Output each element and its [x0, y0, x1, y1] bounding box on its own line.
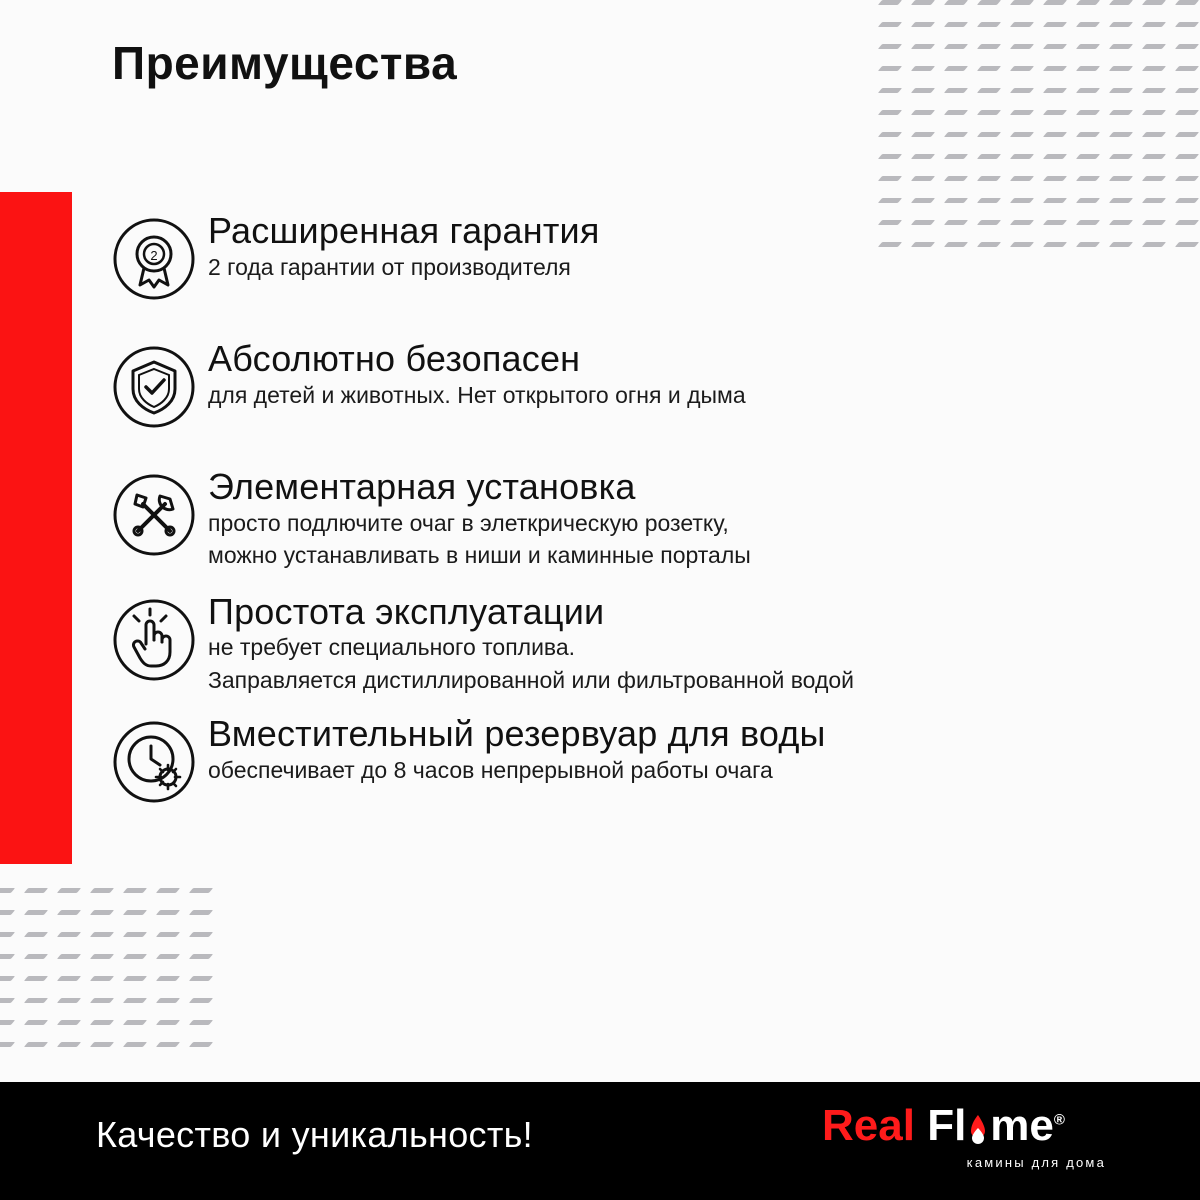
list-item-title: Вместительный резервуар для воды — [208, 713, 826, 755]
list-item-text — [202, 468, 1116, 571]
brand-logo — [822, 1101, 1122, 1170]
flame-drop-icon — [967, 1109, 989, 1139]
hand-touch-icon — [106, 593, 202, 681]
list-item-text — [202, 590, 1116, 696]
list-item-text — [202, 212, 1116, 282]
list-item-title: Простота эксплуатации — [208, 590, 605, 632]
page-title: Преимущества — [112, 37, 458, 89]
logo-text-me: me — [990, 1101, 1054, 1150]
list-item-subtitle-line-2: Заправляется дистиллированной или фильтрованной водой — [208, 666, 855, 693]
list-item-subtitle: обеспечивает до 8 часов непрерывной работы очага — [208, 756, 773, 783]
svg-text:2: 2 — [150, 248, 158, 263]
benefits-list — [106, 212, 1116, 803]
list-item-title: Расширенная гарантия — [208, 210, 600, 251]
list-item — [106, 340, 1116, 428]
logo-wordmark — [822, 1101, 1122, 1150]
logo-text-fl: Fl — [927, 1101, 967, 1150]
list-item-text — [202, 340, 1116, 410]
list-item-subtitle-line-1: не требует специального топлива. — [208, 634, 576, 661]
list-item-text — [202, 715, 1116, 785]
list-item-subtitle: 2 года гарантии от производителя — [208, 253, 571, 280]
footer-bar — [0, 1082, 1200, 1200]
footer-slogan: Качество и уникальность! — [96, 1114, 533, 1155]
shield-check-icon — [106, 340, 202, 428]
list-item — [106, 715, 1116, 803]
list-item-subtitle-line-1: просто подлючите очаг в элеткрическую розетку, — [208, 509, 729, 536]
list-item — [106, 468, 1116, 571]
list-item-title: Абсолютно безопасен — [208, 338, 581, 379]
red-accent-bar — [0, 192, 72, 864]
award-medal-icon — [106, 212, 202, 300]
logo-text-real: Real — [822, 1101, 915, 1150]
list-item — [106, 212, 1116, 300]
tools-wrench-screwdriver-icon — [106, 468, 202, 556]
dot-pattern-bottom-left-icon — [0, 880, 260, 1070]
clock-gear-icon — [106, 715, 202, 803]
list-item-title: Элементарная установка — [208, 466, 636, 507]
list-item-subtitle-line-2: можно устанавливать в ниши и каминные порталы — [208, 542, 751, 569]
logo-tagline: камины для дома — [966, 1155, 1106, 1170]
list-item — [106, 590, 1116, 696]
registered-mark: ® — [1053, 1111, 1065, 1129]
list-item-subtitle: для детей и животных. Нет открытого огня и дыма — [208, 381, 746, 408]
